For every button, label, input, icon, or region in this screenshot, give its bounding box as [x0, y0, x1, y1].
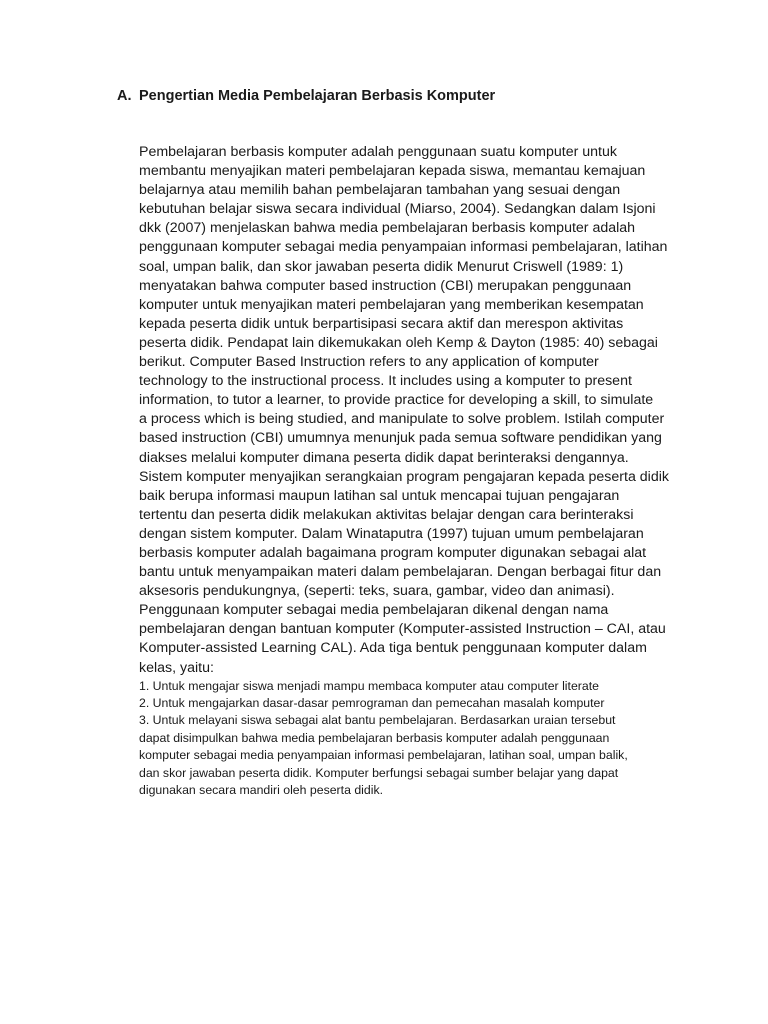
paragraph-line: penggunaan komputer sebagai media penyampaian informasi pembelajaran, latihan — [139, 239, 668, 256]
paragraph-line: technology to the instructional process. It includes using a komputer to present — [139, 373, 632, 390]
numbered-list — [139, 678, 679, 800]
paragraph-line: diakses melalui komputer dimana peserta didik dapat berinteraksi dengannya. — [139, 449, 629, 466]
paragraph-line: berikut. Computer Based Instruction refers to any application of komputer — [139, 354, 599, 371]
paragraph-line: kelas, yaitu: — [139, 659, 214, 676]
paragraph-line: Pembelajaran berbasis komputer adalah penggunaan suatu komputer untuk — [139, 144, 617, 160]
body-paragraph — [139, 143, 679, 678]
paragraph-line: kebutuhan belajar siswa secara individual (Miarso, 2004). Sedangkan dalam Isjoni — [139, 201, 656, 218]
paragraph-line: based instruction (CBI) umumnya menunjuk pada semua software pendidikan yang — [139, 430, 662, 447]
paragraph-line: peserta didik. Pendapat lain dikemukakan oleh Kemp & Dayton (1985: 40) sebagai — [139, 334, 658, 351]
list-line: komputer sebagai media penyampaian informasi pembelajaran, latihan soal, umpan balik, — [139, 748, 628, 763]
section-number: A. — [117, 88, 132, 104]
paragraph-line: berbasis komputer adalah bagaimana program komputer digunakan sebagai alat — [139, 544, 647, 561]
list-line: 2. Untuk mengajarkan dasar-dasar pemrograman dan pemecahan masalah komputer — [139, 696, 605, 711]
paragraph-line: aksesoris pendukungnya, (seperti: teks, suara, gambar, video dan animasi). — [139, 583, 615, 600]
paragraph-line: komputer untuk menyajikan materi pembelajaran yang memberikan kesempatan — [139, 296, 644, 313]
paragraph-line: Penggunaan komputer sebagai media pembelajaran dikenal dengan nama — [139, 602, 609, 619]
paragraph-line: belajarnya atau memilih bahan pembelajaran tambahan yang sesuai dengan — [139, 182, 621, 199]
paragraph-line: Sistem komputer menyajikan serangkaian program pengajaran kepada peserta didik — [139, 468, 669, 485]
paragraph-line: Komputer-assisted Learning CAL). Ada tiga bentuk penggunaan komputer dalam — [139, 640, 647, 657]
paragraph-line: soal, umpan balik, dan skor jawaban peserta didik Menurut Criswell (1989: 1) — [139, 258, 624, 275]
list-line: dan skor jawaban peserta didik. Komputer berfungsi sebagai sumber belajar yang dapat — [139, 765, 619, 780]
paragraph-line: membantu menyajikan materi pembelajaran kepada siswa, memantau kemajuan — [139, 163, 646, 180]
paragraph-line: menyatakan bahwa computer based instruction (CBI) merupakan penggunaan — [139, 277, 632, 294]
paragraph-line: pembelajaran dengan bantuan komputer (Komputer-assisted Instruction – CAI, atau — [139, 621, 666, 638]
list-line: dapat disimpulkan bahwa media pembelajaran berbasis komputer adalah penggunaan — [139, 730, 610, 745]
section-title: Pengertian Media Pembelajaran Berbasis Komputer — [139, 88, 496, 104]
list-line: 3. Untuk melayani siswa sebagai alat bantu pembelajaran. Berdasarkan uraian tersebut — [139, 713, 616, 728]
section-heading — [117, 88, 495, 104]
paragraph-line: kepada peserta didik untuk berpartisipasi secara aktif dan merespon aktivitas — [139, 315, 624, 332]
list-line: digunakan secara mandiri oleh peserta didik. — [139, 783, 384, 798]
paragraph-line: baik berupa informasi maupun latihan sal untuk mencapai tujuan pengajaran — [139, 487, 620, 504]
paragraph-line: tertentu dan peserta didik melakukan aktivitas belajar dengan cara berinteraksi — [139, 506, 634, 523]
paragraph-line: information, to tutor a learner, to provide practice for developing a skill, to simulate — [139, 392, 654, 409]
paragraph-line: dkk (2007) menjelaskan bahwa media pembelajaran berbasis komputer adalah — [139, 220, 636, 237]
document-body — [139, 143, 679, 799]
paragraph-line: bantu untuk menyampaikan materi dalam pembelajaran. Dengan berbagai fitur dan — [139, 564, 662, 581]
list-line: 1. Untuk mengajar siswa menjadi mampu membaca komputer atau computer literate — [139, 678, 599, 693]
paragraph-line: a process which is being studied, and manipulate to solve problem. Istilah computer — [139, 411, 665, 428]
paragraph-line: dengan sistem komputer. Dalam Winataputra (1997) tujuan umum pembelajaran — [139, 525, 644, 542]
